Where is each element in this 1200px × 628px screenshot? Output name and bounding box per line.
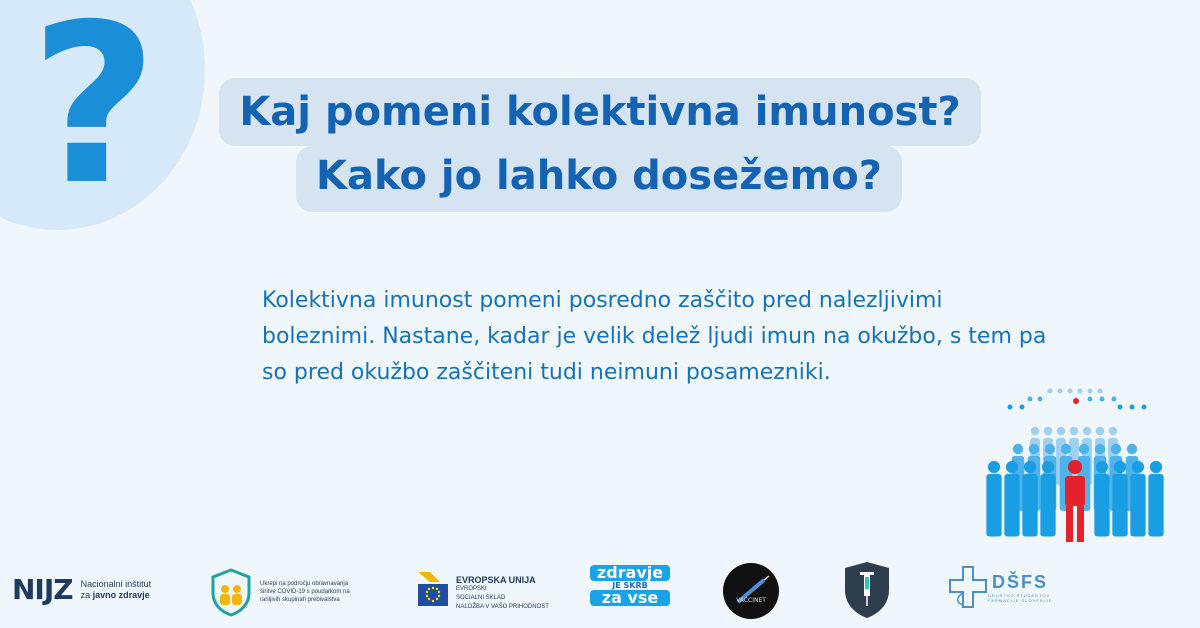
crowd-illustration	[980, 385, 1170, 545]
crowd-dot	[1118, 405, 1123, 410]
nijz-caption-line2: za javno zdravje	[80, 589, 150, 600]
partner-logos	[0, 555, 1200, 625]
eu-social-fund-logo	[416, 570, 566, 618]
ukrepi-caption: Ukrepi na področju obravnavanja širitve COVID-19 s poudarkom na ranljivih skupinah prebivalstva	[260, 581, 350, 603]
shield-people-icon	[208, 567, 254, 617]
page-title	[0, 78, 1200, 212]
crowd-dot	[1058, 389, 1063, 394]
dsfs-sub-line2: FARMACIJE SLOVENIJE	[988, 597, 1053, 603]
nijz-mark: NIJZ	[12, 573, 73, 606]
dsfs-wordmark: DŠFS	[992, 571, 1049, 592]
crowd-dot	[1008, 405, 1013, 410]
dsfs-sub-line1: DRUŠTVO ŠTUDENTOV	[988, 592, 1051, 598]
dsfs-logo	[948, 565, 1053, 609]
eu-caption-line2: EVROPSKI	[456, 586, 487, 592]
crowd-dot	[1020, 405, 1025, 410]
zdravje-logo	[590, 565, 670, 606]
eu-caption	[456, 576, 566, 612]
zdravje-line3: za vse	[590, 590, 670, 606]
crowd-dot	[1088, 397, 1093, 402]
dsfs-caption	[988, 572, 1053, 603]
eu-caption-line1: EVROPSKA UNIJA	[456, 575, 536, 585]
shield-syringe-logo	[842, 560, 892, 620]
question-mark-icon: ?	[30, 0, 158, 233]
dsfs-cross-icon	[948, 565, 988, 609]
crowd-dot	[1098, 389, 1103, 394]
ukrepi-logo	[208, 567, 365, 617]
vaccinet-text: VACCINET	[736, 597, 766, 604]
eu-caption-line3: SOCIALNI SKLAD	[456, 595, 506, 601]
person-icon	[986, 461, 1001, 537]
zdravje-wordmark	[590, 565, 670, 606]
zdravje-line2: JE SKRB	[612, 581, 648, 590]
zdravje-line1: zdravje	[590, 565, 670, 581]
crowd-dot	[1088, 389, 1093, 394]
crowd-dot	[1068, 389, 1073, 394]
person-icon	[1148, 461, 1163, 537]
nijz-caption	[81, 579, 159, 601]
vaccinet-syringe-icon	[722, 562, 780, 620]
crowd-dot	[1112, 397, 1117, 402]
title-line-2: Kako jo lahko dosežemo?	[296, 146, 902, 212]
body-text: Kolektivna imunost pomeni posredno zaščito pred nalezljivimi boleznimi. Nastane, kadar je velik delež ljudi imun na okužbo, s tem pa so pred okužbo zaščiteni tudi neimuni posamezniki.	[262, 288, 1047, 385]
eu-flag-icon	[416, 570, 450, 618]
crowd-dot	[1100, 397, 1105, 402]
eu-caption-line4: NALOŽBA V VAŠO PRIHODNOST	[456, 604, 549, 610]
nijz-logo	[12, 573, 159, 606]
crowd-dot	[1142, 405, 1147, 410]
title-line-1: Kaj pomeni kolektivna imunost?	[219, 78, 980, 146]
nijz-caption-line1: Nacionalni inštitut	[80, 578, 152, 589]
shield-syringe-icon	[842, 560, 892, 620]
crowd-dot	[1038, 397, 1043, 402]
crowd-dot	[1130, 405, 1135, 410]
crowd-dot	[1028, 397, 1033, 402]
crowd-dot	[1078, 389, 1083, 394]
vaccinet-logo	[722, 562, 780, 620]
crowd-dot	[1048, 389, 1053, 394]
crowd-dot-highlight	[1073, 398, 1079, 404]
